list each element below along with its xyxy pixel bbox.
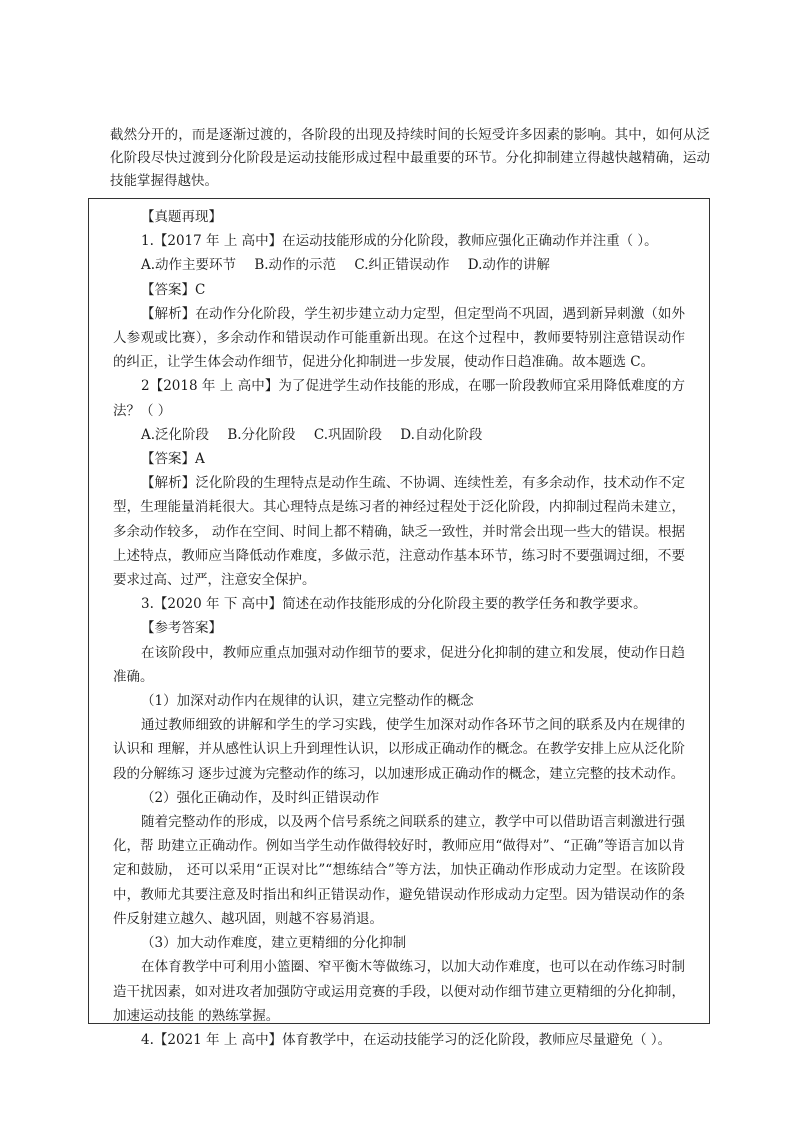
q2-option-d: D.自动化阶段 [400, 426, 483, 443]
q1-option-a: A.动作主要环节 [141, 257, 237, 274]
q1-option-b: B.动作的示范 [254, 257, 337, 274]
q3-paragraph-2: 通过教师细致的讲解和学生的学习实践，使学生加深对动作各环节之间的联系及内在规律的认识和 理解，并从感性认识上升到理性认识，以形成正确动作的概念。在教学安排上应从泛化阶段的分解练习 逐步过渡为完整动作的练习，以加速形成正确动作的概念，建立完整的技术动作。 [113, 717, 685, 782]
q2-option-b: B.分化阶段 [227, 426, 296, 443]
q3-paragraph-4: 在体育教学中可利用小篮圈、窄平衡木等做练习，以加大动作难度，也可以在动作练习时制造干扰因素，如对进攻者加强防守或运用竞赛的手段，以便对动作细节建立更精细的分化抑制，加速运动技能 的熟练掌握。 [113, 959, 685, 1024]
q2-analysis: 【解析】泛化阶段的生理特点是动作生疏、不协调、连续性差，有多余动作，技术动作不定型，生理能量消耗很大。其心理特点是练习者的神经过程处于泛化阶段，内抑制过程尚未建立，多余动作较多， 动作在空间、时间上都不精确，缺乏一致性，并时常会出现一些大的错误。根据上述特点，教师应当降低动作难度，多做示范，注意动作基本环节，练习时不要强调过细，不要要求过高、过严，注意安全保护。 [113, 475, 685, 589]
q1-option-c: C.纠正错误动作 [354, 257, 450, 274]
section-heading: 【真题再现】 [141, 209, 222, 225]
q4-stem: 4.【2021 年 上 高中】体育教学中，在运动技能学习的泛化阶段，教师应尽量避免（ ）。 [141, 1031, 672, 1048]
intro-paragraph: 截然分开的，而是逐渐过渡的，各阶段的出现及持续时间的长短受许多因素的影响。其中，如何从泛化阶段尽快过渡到分化阶段是运动技能形成过程中最重要的环节。分化抑制建立得越快越精确，运动技能掌握得越快。 [110, 127, 710, 189]
q2-options [113, 423, 685, 447]
q2-answer: 【答案】A [141, 451, 205, 468]
q2-option-a: A.泛化阶段 [141, 426, 210, 443]
q3-answer-label: 【参考答案】 [141, 620, 222, 637]
q1-analysis: 【解析】在动作分化阶段，学生初步建立动力定型，但定型尚不巩固，遇到新异刺激（如外人参观或比赛），多余动作和错误动作可能重新出现。在这个过程中，教师要特别注意错误动作的纠正，让学生体会动作细节，促进分化抑制进一步发展，使动作日趋准确。故本题选 C。 [113, 305, 685, 371]
q1-options [113, 253, 685, 277]
q3-paragraph-3: 随着完整动作的形成，以及两个信号系统之间联系的建立，教学中可以借助语言刺激进行强化，帮 助建立正确动作。例如当学生动作做得较好时，教师应用“做得对”、“正确”等语言加以肯定和鼓励， 还可以采用“正误对比”“想练结合”等方法，加快正确动作形成动力定型。在该阶段中，教师尤其要注意及时指出和纠正错误动作，避免错误动作形成动力定型。因为错误动作的条件反射建立越久、越巩固，则越不容易消退。 [113, 814, 685, 927]
q2-stem: 2【2018 年 上 高中】为了促进学生动作技能的形成，在哪一阶段教师宜采用降低难度的方法？（ ） [113, 378, 685, 419]
exam-questions-box [88, 198, 710, 1048]
q1-option-d: D.动作的讲解 [467, 257, 550, 274]
q3-subheading-3: （3）加大动作难度，建立更精细的分化抑制 [141, 935, 407, 952]
q3-subheading-2: （2）强化正确动作，及时纠正错误动作 [141, 789, 380, 806]
q3-subheading-1: （1）加深对动作内在规律的认识，建立完整动作的概念 [141, 693, 474, 710]
q3-paragraph-1: 在该阶段中，教师应重点加强对动作细节的要求，促进分化抑制的建立和发展，使动作日趋准确。 [113, 644, 685, 685]
q1-answer: 【答案】C [141, 281, 206, 298]
q1-stem: 1.【2017 年 上 高中】在运动技能形成的分化阶段，教师应强化正确动作并注重（ ）。 [141, 233, 658, 250]
q3-stem: 3.【2020 年 下 高中】简述在动作技能形成的分化阶段主要的教学任务和教学要求。 [141, 596, 647, 613]
q2-option-c: C.巩固阶段 [313, 426, 382, 443]
